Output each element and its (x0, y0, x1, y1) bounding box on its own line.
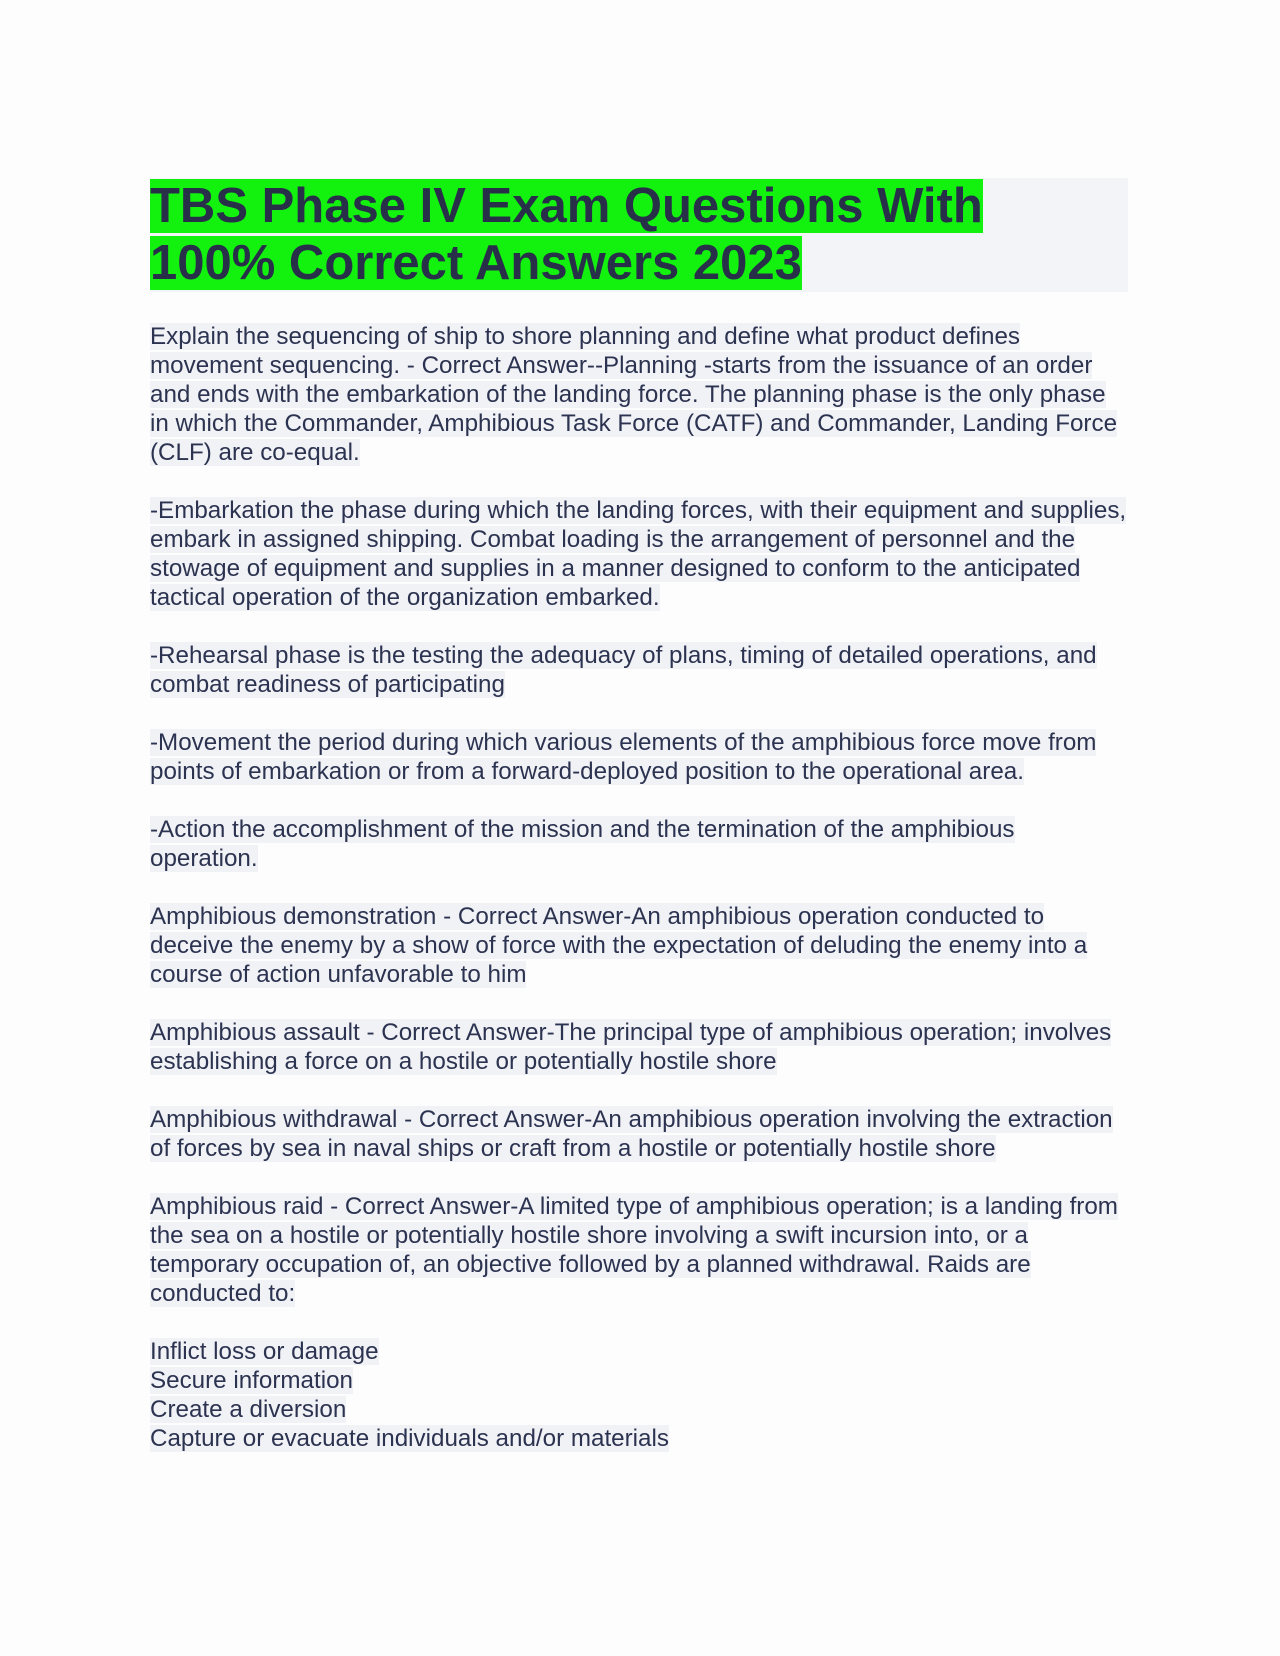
paragraph-amphibious-withdrawal (150, 1105, 1128, 1163)
list-item-text: Capture or evacuate individuals and/or materials (150, 1425, 669, 1452)
paragraph-text: -Movement the period during which various elements of the amphibious force move from points of embarkation or from a forward-deployed position to the operational area. (150, 729, 1097, 785)
paragraph-planning (150, 322, 1128, 467)
paragraph-text: Amphibious withdrawal - Correct Answer-An amphibious operation involving the extraction of forces by sea in naval ships or craft from a hostile or potentially hostile shore (150, 1106, 1113, 1162)
list-item-text: Inflict loss or damage (150, 1338, 379, 1365)
list-item (150, 1424, 1128, 1453)
list-item (150, 1366, 1128, 1395)
paragraph-rehearsal (150, 641, 1128, 699)
title-line-2: 100% Correct Answers 2023 (150, 236, 802, 290)
paragraph-text: Explain the sequencing of ship to shore planning and define what product defines movement sequencing. - Correct Answer--Planning -starts from the issuance of an order and ends with the embarkation of the landing force. The planning phase is the only phase in which the Commander, Amphibious Task Force (CATF) and Commander, Landing Force (CLF) are co-equal. (150, 323, 1118, 466)
paragraph-movement (150, 728, 1128, 786)
paragraph-text: Amphibious raid - Correct Answer-A limited type of amphibious operation; is a landing from the sea on a hostile or potentially hostile shore involving a swift incursion into, or a temporary occupation of, an objective followed by a planned withdrawal. Raids are conducted to: (150, 1193, 1118, 1307)
paragraph-amphibious-assault (150, 1018, 1128, 1076)
document-page (150, 178, 1128, 1453)
list-item-text: Secure information (150, 1367, 354, 1394)
paragraph-amphibious-demonstration (150, 902, 1128, 989)
title-line-1: TBS Phase IV Exam Questions With (150, 179, 983, 233)
paragraph-text: Amphibious demonstration - Correct Answer-An amphibious operation conducted to deceive the enemy by a show of force with the expectation of deluding the enemy into a course of action unfavorable to him (150, 903, 1088, 988)
paragraph-text: Amphibious assault - Correct Answer-The principal type of amphibious operation; involves establishing a force on a hostile or potentially hostile shore (150, 1019, 1112, 1075)
paragraph-amphibious-raid (150, 1192, 1128, 1308)
raid-purpose-list (150, 1337, 1128, 1453)
paragraph-embarkation (150, 496, 1128, 612)
document-title (150, 178, 1128, 292)
paragraph-text: -Embarkation the phase during which the landing forces, with their equipment and supplies, embark in assigned shipping. Combat loading is the arrangement of personnel and the stowage of equipment and supplies in a manner designed to conform to the anticipated tactical operation of the organization embarked. (150, 497, 1127, 611)
paragraph-action (150, 815, 1128, 873)
list-item (150, 1395, 1128, 1424)
paragraph-text: -Rehearsal phase is the testing the adequacy of plans, timing of detailed operations, and combat readiness of participating (150, 642, 1097, 698)
paragraph-text: -Action the accomplishment of the mission and the termination of the amphibious operation. (150, 816, 1015, 872)
list-item (150, 1337, 1128, 1366)
list-item-text: Create a diversion (150, 1396, 347, 1423)
title-block (150, 178, 1128, 292)
